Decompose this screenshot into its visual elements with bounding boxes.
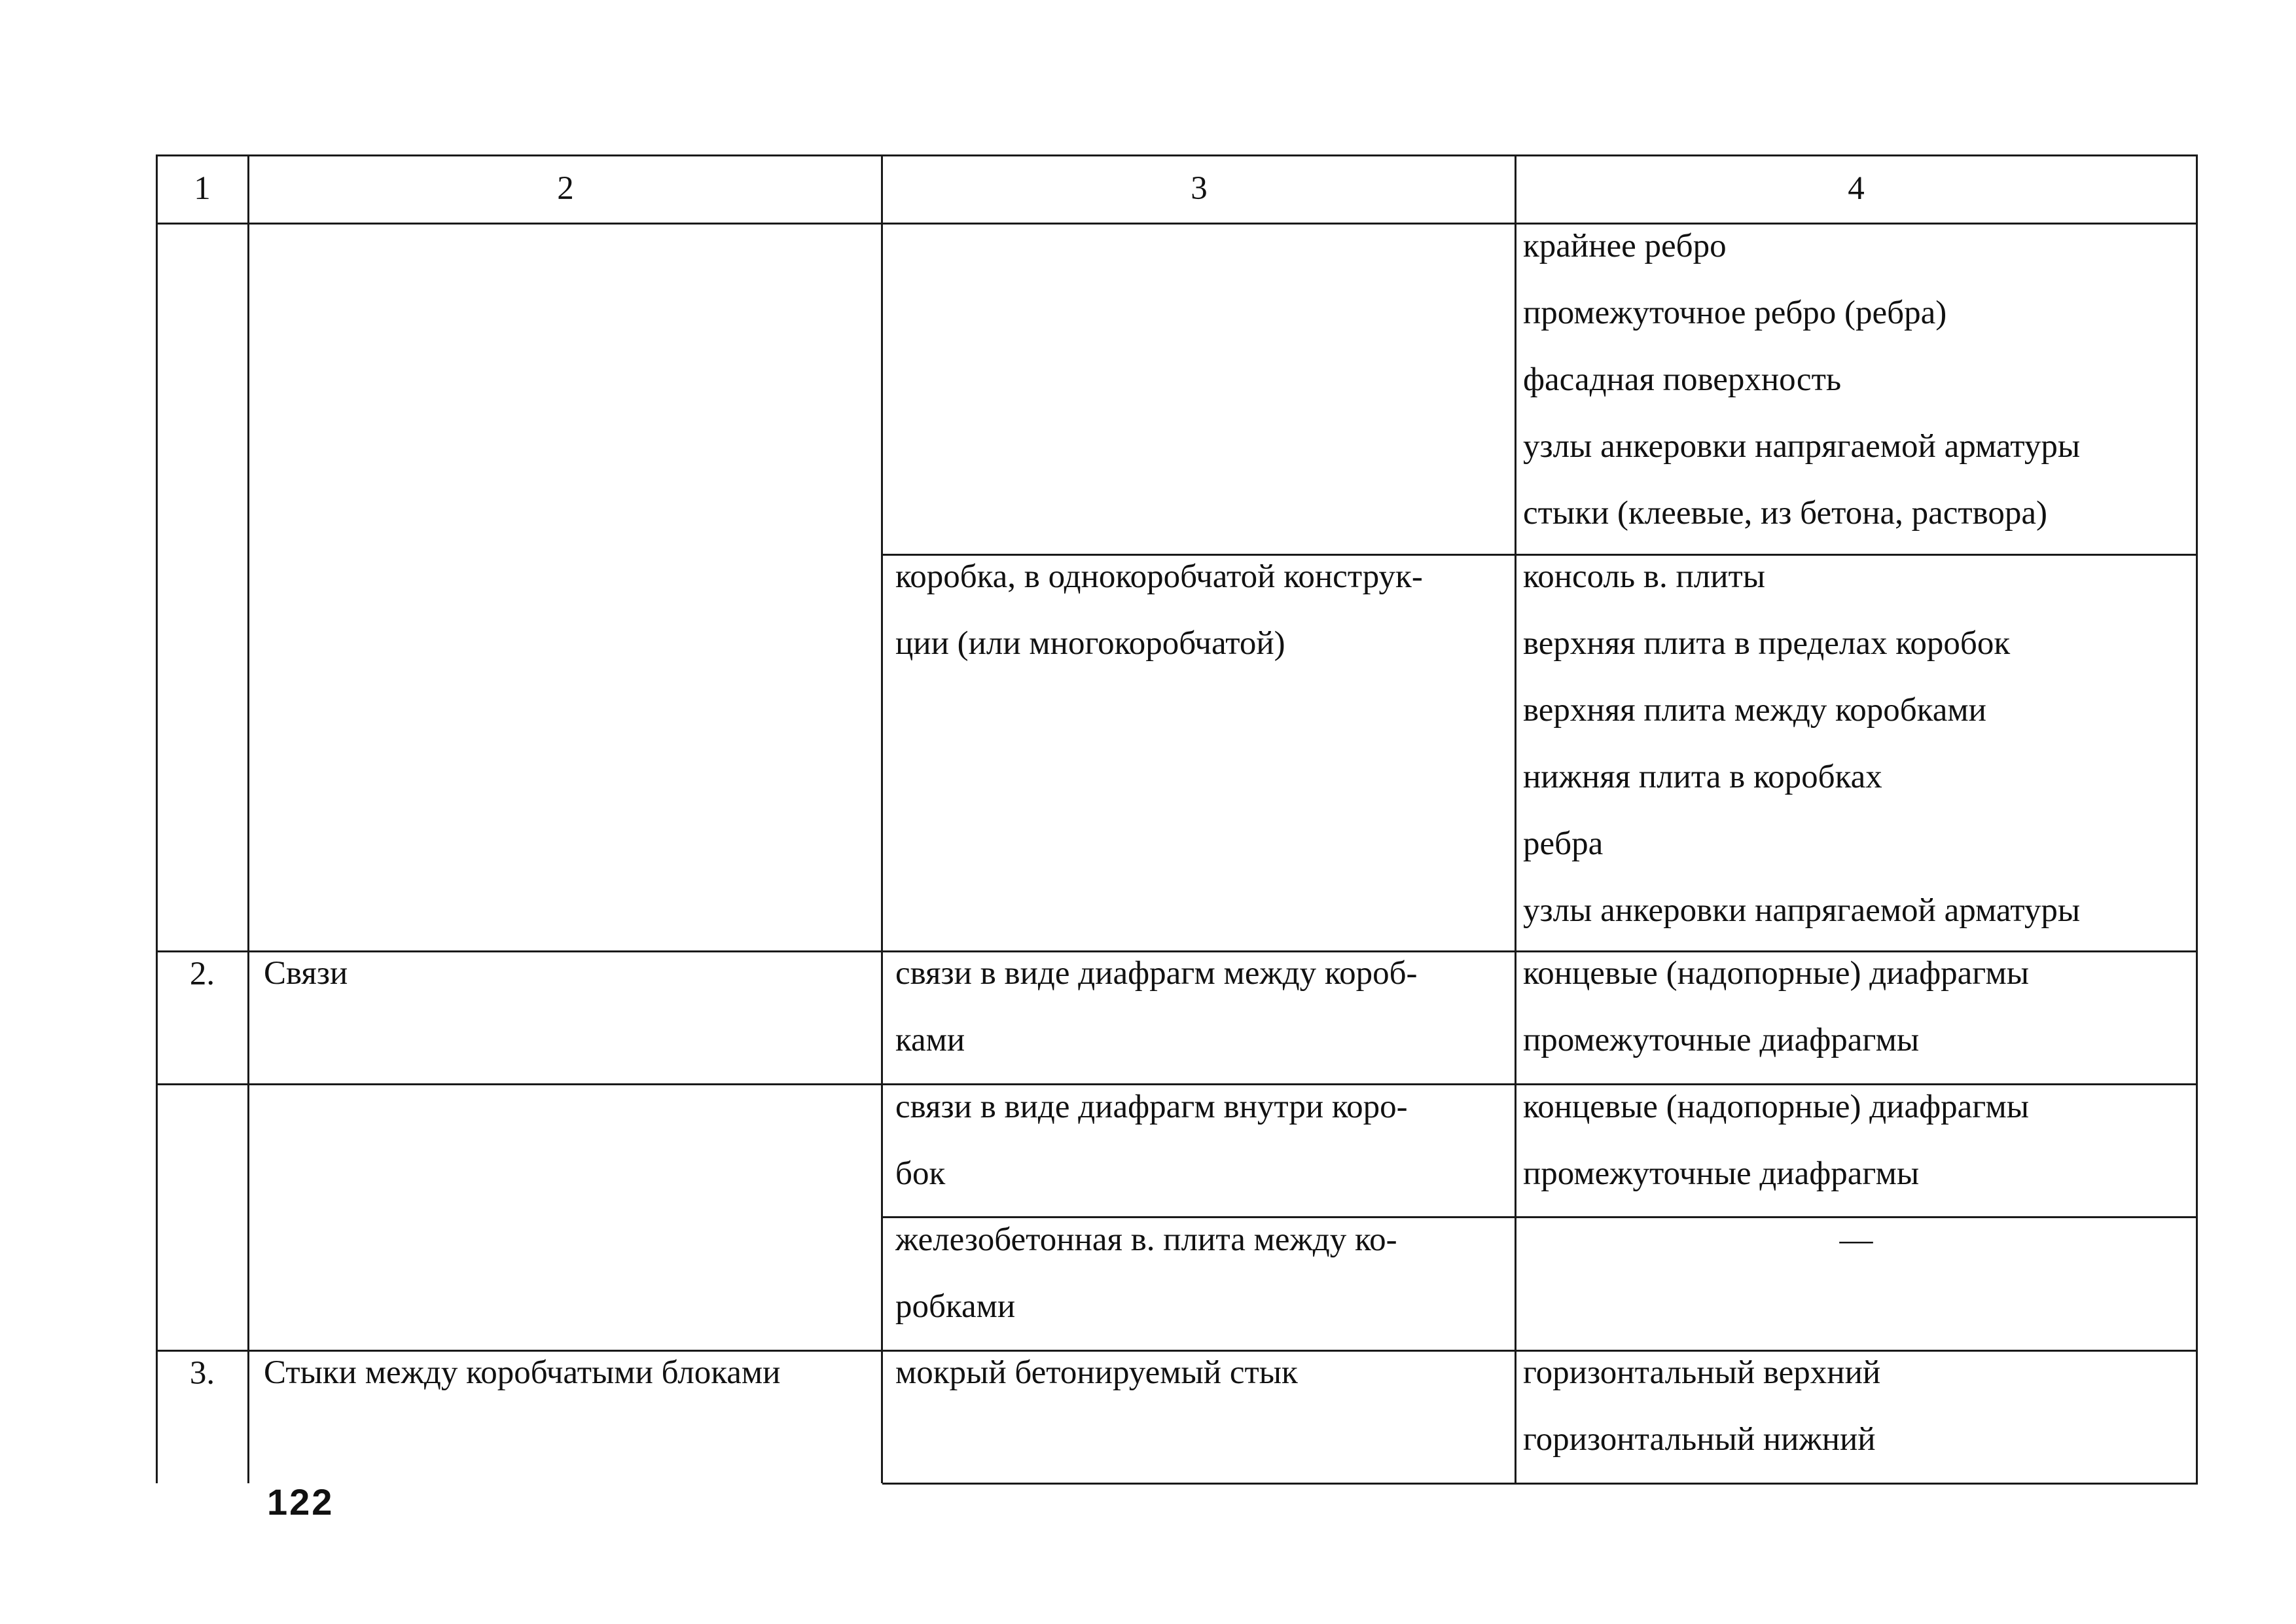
table-row-2-col2: Связи bbox=[264, 955, 348, 992]
text-line: железобетонная в. плита между ко- bbox=[895, 1221, 1397, 1258]
text-line: робками bbox=[895, 1288, 1016, 1325]
list-item: ребра bbox=[1523, 825, 1604, 862]
list-item: верхняя плита в пределах коробок bbox=[1523, 625, 2011, 662]
column-rule bbox=[1515, 154, 1516, 1483]
header-col-3: 3 bbox=[1191, 170, 1208, 207]
list-item: крайнее ребро bbox=[1523, 228, 1727, 264]
table-row-3-col4 bbox=[1523, 1074, 2029, 1207]
table-border-left bbox=[156, 154, 158, 1483]
text-line: коробка, в однокоробчатой конструк- bbox=[895, 558, 1423, 595]
list-item: горизонтальный нижний bbox=[1523, 1421, 1876, 1458]
column-rule bbox=[247, 154, 249, 1483]
table-row-3-col3 bbox=[895, 1074, 1408, 1207]
table-row-2-col4 bbox=[1523, 940, 2029, 1074]
header-col-1: 1 bbox=[194, 170, 211, 207]
table-row-5-col3 bbox=[895, 1339, 1298, 1406]
row-number: 2. bbox=[189, 956, 215, 992]
table-row-5-col2: Стыки между коробчатыми блоками bbox=[264, 1354, 781, 1391]
header-col-4: 4 bbox=[1848, 170, 1865, 207]
table-row-2-col3 bbox=[895, 940, 1418, 1074]
table-row-0-col4 bbox=[1523, 213, 2080, 547]
list-item: нижняя плита в коробках bbox=[1523, 759, 1882, 795]
text-line: ками bbox=[895, 1022, 965, 1058]
list-item: промежуточные диафрагмы bbox=[1523, 1155, 1920, 1192]
text-line: бок bbox=[895, 1155, 946, 1192]
text-line: связи в виде диафрагм внутри коро- bbox=[895, 1089, 1408, 1125]
list-item: консоль в. плиты bbox=[1523, 558, 1766, 595]
table-row-4-col4-dash: — bbox=[1839, 1221, 1873, 1258]
list-item: промежуточные диафрагмы bbox=[1523, 1022, 1920, 1058]
list-item: концевые (надопорные) диафрагмы bbox=[1523, 1089, 2030, 1125]
text-line: мокрый бетонируемый стык bbox=[895, 1354, 1298, 1391]
row-number: 3. bbox=[189, 1355, 215, 1392]
table-row-1-col3 bbox=[895, 543, 1423, 677]
list-item: горизонтальный верхний bbox=[1523, 1354, 1881, 1391]
text-line: ции (или многокоробчатой) bbox=[895, 625, 1285, 662]
list-item: промежуточное ребро (ребра) bbox=[1523, 295, 1947, 331]
list-item: верхняя плита между коробками bbox=[1523, 692, 1986, 729]
list-item: узлы анкеровки напрягаемой арматуры bbox=[1523, 892, 2081, 929]
header-col-2: 2 bbox=[557, 170, 574, 207]
table-row-1-col4 bbox=[1523, 543, 2080, 944]
table-row-4-col3 bbox=[895, 1206, 1397, 1340]
list-item: концевые (надопорные) диафрагмы bbox=[1523, 955, 2030, 992]
list-item: фасадная поверхность bbox=[1523, 361, 1842, 398]
table-row-5-col4 bbox=[1523, 1339, 1880, 1473]
table-border-bottom bbox=[882, 1483, 2198, 1485]
page-number: 122 bbox=[267, 1481, 334, 1523]
table-border-right bbox=[2196, 154, 2198, 1485]
text-line: связи в виде диафрагм между короб- bbox=[895, 955, 1418, 992]
column-rule bbox=[881, 154, 883, 1483]
list-item: узлы анкеровки напрягаемой арматуры bbox=[1523, 428, 2081, 465]
list-item: стыки (клеевые, из бетона, раствора) bbox=[1523, 495, 2048, 532]
